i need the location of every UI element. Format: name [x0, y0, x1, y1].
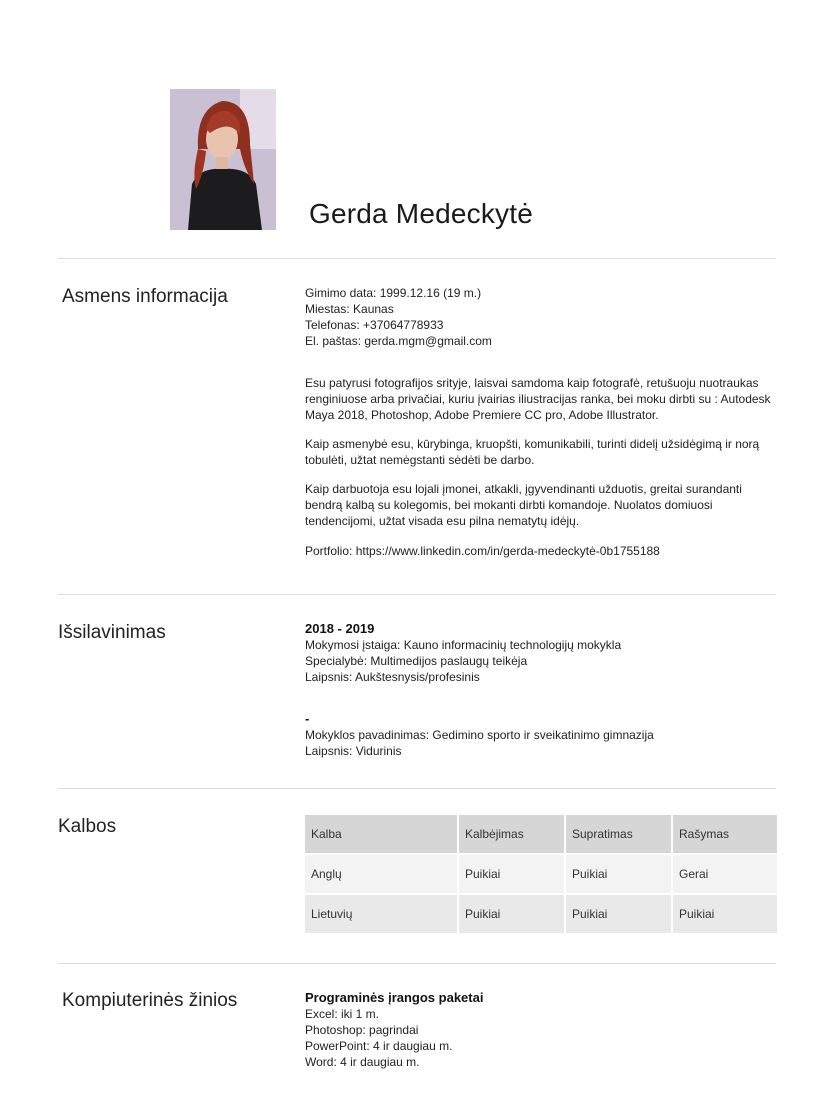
- table-cell: Puikiai: [566, 855, 671, 893]
- education-line: Specialybė: Multimedijos paslaugų teikėja: [305, 654, 528, 668]
- personal-details: [305, 285, 775, 349]
- education-years: -: [305, 711, 310, 726]
- column-header: Kalba: [305, 815, 457, 853]
- section-divider: [58, 788, 776, 789]
- table-cell: Puikiai: [459, 895, 564, 933]
- section-heading-education: Išsilavinimas: [58, 622, 166, 643]
- section-heading-languages: Kalbos: [58, 816, 117, 837]
- skill-line: Word: 4 ir daugiau m.: [305, 1055, 420, 1069]
- about-paragraph: Esu patyrusi fotografijos srityje, laisvai samdoma kaip fotografė, retušuoju nuotraukas renginiuose arba privačiai, kuriu įvairias iliustracijas ranka, bei moku dirbti su : Autodesk Maya 2018, Photoshop, Adobe Premiere CC pro, Adobe Illustrator.: [305, 376, 771, 422]
- skill-line: PowerPoint: 4 ir daugiau m.: [305, 1039, 453, 1053]
- table-row: [305, 855, 777, 893]
- education-years: 2018 - 2019: [305, 621, 375, 636]
- skill-line: Photoshop: pagrindai: [305, 1023, 419, 1037]
- portfolio-link[interactable]: Portfolio: https://www.linkedin.com/in/gerda-medeckytė-0b1755188: [305, 544, 660, 558]
- table-row: [305, 895, 777, 933]
- section-divider: [58, 594, 776, 595]
- section-heading-computer: Kompiuterinės žinios: [62, 990, 238, 1011]
- table-cell: Gerai: [673, 855, 777, 893]
- table-cell: Puikiai: [673, 895, 777, 933]
- computer-skills: [305, 989, 775, 1070]
- about-paragraph: Kaip asmenybė esu, kūrybinga, kruopšti, komunikabili, turinti didelį užsidėgimą ir norą tobulėti, užtat nemėgstanti sėdėti be darbo.: [305, 437, 760, 467]
- birth-date: Gimimo data: 1999.12.16 (19 m.): [305, 286, 482, 300]
- about-paragraph: Kaip darbuotoja esu lojali įmonei, atkakli, įgyvendinanti užduotis, greitai surandanti bendrą kalbą su kolegomis, bei mokanti dirbti komandoje. Nuolatos domiuosi tendencijomi, užtat visada esu pilna nematytų idėjų.: [305, 482, 742, 528]
- section-divider: [58, 258, 776, 259]
- education-entry: [305, 710, 775, 759]
- languages-table: [303, 813, 779, 935]
- column-header: Rašymas: [673, 815, 777, 853]
- table-cell: Puikiai: [459, 855, 564, 893]
- education-entry: [305, 620, 775, 685]
- table-header-row: [305, 815, 777, 853]
- education-line: Mokyklos pavadinimas: Gedimino sporto ir sveikatinimo gimnazija: [305, 728, 654, 742]
- email: El. paštas: gerda.mgm@gmail.com: [305, 334, 492, 348]
- section-heading-personal: Asmens informacija: [62, 286, 228, 307]
- education-line: Laipsnis: Aukštesnysis/profesinis: [305, 670, 480, 684]
- about-text: [305, 375, 775, 559]
- table-cell: Lietuvių: [305, 895, 457, 933]
- column-header: Kalbėjimas: [459, 815, 564, 853]
- section-divider: [58, 963, 776, 964]
- skills-subheading: Programinės įrangos paketai: [305, 990, 484, 1005]
- skill-line: Excel: iki 1 m.: [305, 1007, 380, 1021]
- phone: Telefonas: +37064778933: [305, 318, 444, 332]
- column-header: Supratimas: [566, 815, 671, 853]
- profile-photo: [170, 89, 276, 230]
- table-cell: Puikiai: [566, 895, 671, 933]
- education-line: Laipsnis: Vidurinis: [305, 744, 402, 758]
- table-cell: Anglų: [305, 855, 457, 893]
- portrait-image: [170, 89, 276, 230]
- city: Miestas: Kaunas: [305, 302, 394, 316]
- education-line: Mokymosi įstaiga: Kauno informacinių technologijų mokykla: [305, 638, 622, 652]
- page-title: Gerda Medeckytė: [309, 198, 533, 229]
